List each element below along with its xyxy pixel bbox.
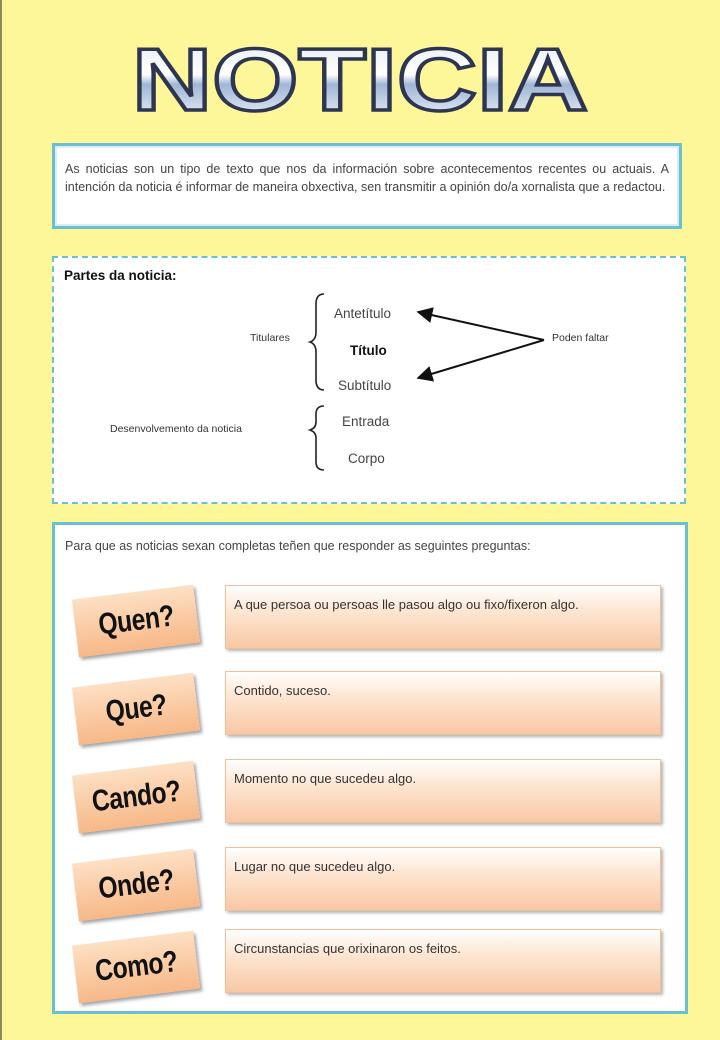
intro-box: [52, 143, 682, 229]
answer-box-como: [225, 929, 661, 993]
titulares-label: Titulares: [250, 332, 290, 344]
answer-text: Lugar no que sucedeu algo.: [234, 859, 396, 874]
arrow-to-subtitulo: [418, 340, 544, 378]
answer-box-cando: [225, 759, 661, 823]
intro-text: As noticias son un tipo de texto que nos da información sobre acontecementos recentes ou actuais. A intención da noticia é informar de maneira obxectiva, sen transmitir a opinión do/a xornalista que a redactou.: [65, 162, 669, 194]
page-title: [0, 30, 720, 130]
answer-text: A que persoa ou persoas lle pasou algo ou fixo/fixeron algo.: [234, 597, 579, 612]
answer-box-que: [225, 671, 661, 735]
antetitulo-label: Antetítulo: [334, 306, 392, 321]
poden-faltar-label: Poden faltar: [552, 332, 609, 344]
title-wordart: [125, 30, 595, 122]
title-text: NOTICIA: [132, 30, 588, 122]
answer-text: Contido, suceso.: [234, 683, 331, 698]
question-tag-text: Quen?: [96, 599, 176, 642]
question-tag-text: Onde?: [96, 863, 176, 906]
question-tag-onde: [72, 849, 200, 921]
question-tag-text: Como?: [92, 945, 179, 988]
answer-box-onde: [225, 847, 661, 911]
questions-box: [52, 522, 688, 1014]
answer-box-quen: [225, 585, 661, 649]
entrada-label: Entrada: [342, 414, 390, 429]
corpo-label: Corpo: [348, 451, 385, 466]
desenvolvemento-brace: [310, 406, 324, 470]
question-tag-que: [72, 673, 200, 745]
desenvolvemento-label: Desenvolvemento da noticia: [110, 423, 242, 435]
questions-intro: Para que as noticias sexan completas teñen que responder as seguintes preguntas:: [65, 539, 531, 553]
parts-box: [52, 256, 686, 504]
answer-text: Momento no que sucedeu algo.: [234, 771, 417, 786]
subtitulo-label: Subtítulo: [338, 378, 392, 393]
question-tag-cando: [72, 761, 200, 833]
question-tag-text: Cando?: [89, 774, 183, 819]
parts-heading: Partes da noticia:: [64, 268, 177, 283]
question-tag-text: Que?: [103, 688, 169, 729]
titulo-label: Título: [350, 343, 387, 358]
question-tag-quen: [72, 585, 200, 657]
page-left-rule: [0, 0, 2, 1040]
answer-text: Circunstancias que orixinaron os feitos.: [234, 941, 461, 956]
titulares-brace: [310, 294, 324, 390]
question-tag-como: [72, 931, 200, 1003]
arrow-to-antetitulo: [418, 312, 544, 340]
